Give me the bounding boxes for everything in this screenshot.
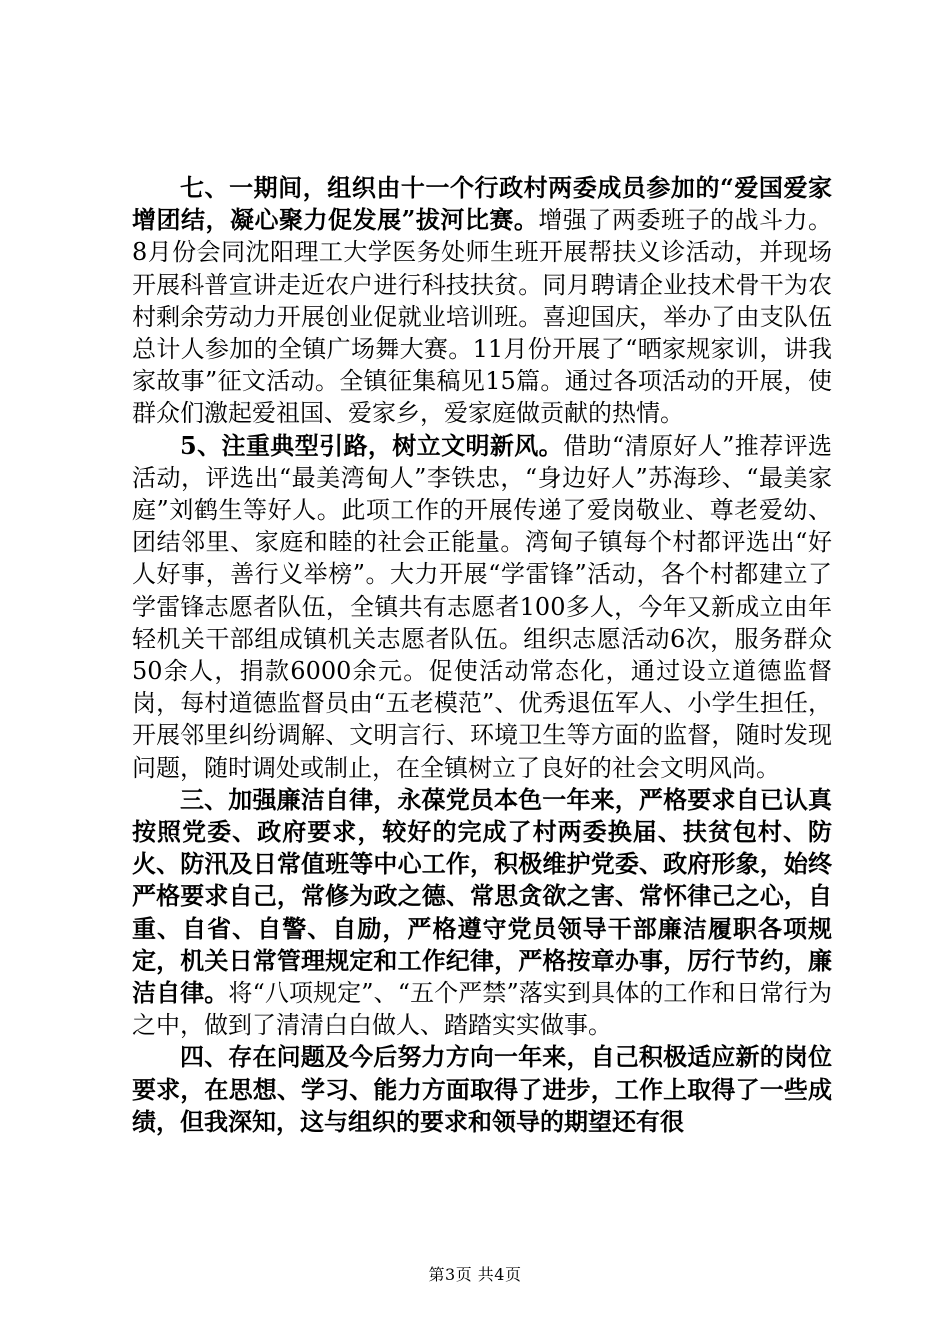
paragraph-integrity xyxy=(132,784,832,1042)
paragraph-lead: 三、加强廉洁自律，永葆党员本色一年来，严格要求自已认真按照党委、政府要求，较好的完成了村两委换届、扶贫包村、防火、防汛及日常值班等中心工作，积极维护党委、政府形象，始终严格要求自己，常修为政之德、常思贪欲之害、常怀律己之心，自重、自省、自警、自励，严格遵守党员领导干部廉洁履职各项规定，机关日常管理规定和工作纪律，严格按章办事，厉行节约，廉洁自律。 xyxy=(132,784,832,1008)
paragraph-problems xyxy=(132,1041,832,1138)
document-body xyxy=(132,172,832,1138)
page-number-footer: 第3页 共4页 xyxy=(428,1265,522,1284)
paragraph-text: 增强了两委班子的战斗力。8月份会同沈阳理工大学医务处师生班开展帮扶义诊活动，并现场开展科普宣讲走近农户进行科技扶贫。同月聘请企业技术骨干为农村剩余劳动力开展创业促就业培训班。喜迎国庆，举办了由支队伍总计人参加的全镇广场舞大赛。11月份开展了“晒家规家训，讲我家故事”征文活动。全镇征集稿见15篇。通过各项活动的开展，使群众们激起爱祖国、爱家乡，爱家庭做贡献的热情。 xyxy=(132,206,832,428)
paragraph-lead: 七、一期间，组织由十一个行政村两委成员参加的“爱国爱家增团结，凝心聚力促发展”拔河比赛。 xyxy=(132,173,832,235)
paragraph-role-models xyxy=(132,430,832,784)
paragraph-lead: 四、存在问题及今后努力方向一年来，自己积极适应新的岗位要求，在思想、学习、能力方面取得了进步，工作上取得了一些成绩，但我深知，这与组织的要求和领导的期望还有很 xyxy=(132,1042,832,1136)
paragraph-lead: 5、注重典型引路，树立文明新风。 xyxy=(180,430,564,460)
paragraph-text: 借助“清原好人”推荐评选活动，评选出“最美湾甸人”李铁忠，“身边好人”苏海珍、“最美家庭”刘鹤生等好人。此项工作的开展传递了爱岗敬业、尊老爱幼、团结邻里、家庭和睦的社会正能量。湾甸子镇每个村都评选出“好人好事，善行义举榜”。大力开展“学雷锋”活动，各个村都建立了学雷锋志愿者队伍，全镇共有志愿者100多人，今年又新成立由年轻机关干部组成镇机关志愿者队伍。组织志愿活动6次，服务群众50余人，捐款6000余元。促使活动常态化，通过设立道德监督岗，每村道德监督员由“五老模范”、优秀退伍军人、小学生担任，开展邻里纠纷调解、文明言行、环境卫生等方面的监督，随时发现问题，随时调处或制止，在全镇树立了良好的社会文明风尚。 xyxy=(132,431,832,782)
paragraph-activities xyxy=(132,172,832,430)
paragraph-text: 将“八项规定”、“五个严禁”落实到具体的工作和日常行为之中，做到了清清白白做人、踏踏实实做事。 xyxy=(132,979,832,1040)
